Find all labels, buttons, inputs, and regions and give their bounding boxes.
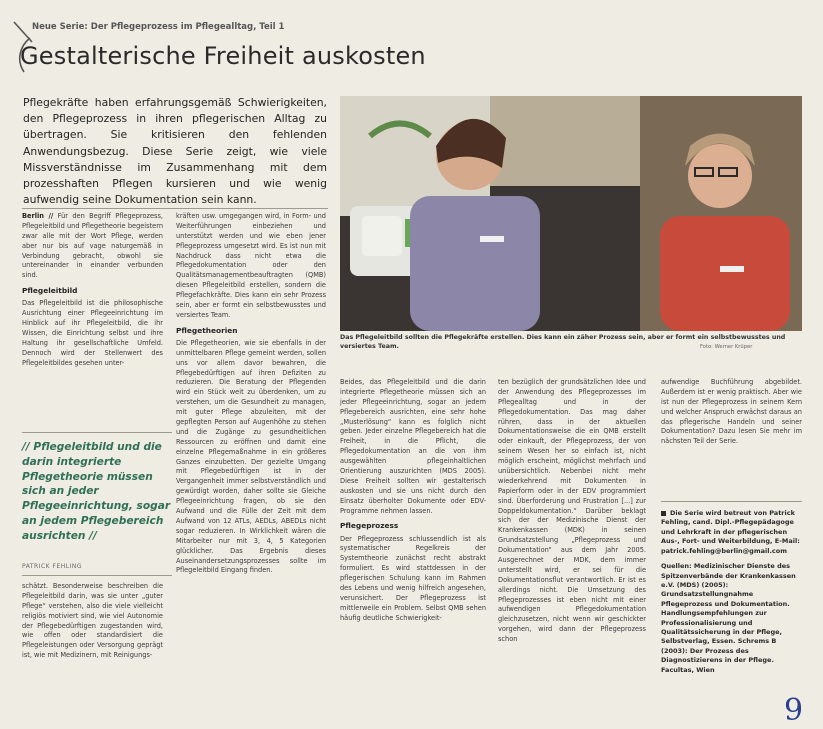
column-1-bottom [22,582,163,664]
paragraph-col1-bottom: schätzt. Besonderweise beschreiben die Pflegeleitbild darin, was sie unter „guter Pflege“ verstehen, also die viele vielleicht religiös motiviert sind, wie viel Autonomie der Pflegebedürftigen zugestanden wird, wie offen oder standardisiert die Pflegeleistungen oder Versorgung geprägt ist, wie mit Medizinern, mit Reinigungs- [22,582,163,660]
paragraph-col4: ten bezüglich der grundsätzlichen Idee und der Anwendung des Pflegeprozesses im Pflegealltag und in der Pflegedokumentation. Das mag daher rühren, dass in der aktuellen Dokumentationsweise die ein QMB erstellt oder einkauft, der Pflegeprozess, der von seinem Wesen her so einfach ist, nicht möglich erscheint, möglichst mehrfach und unübersichtlich. Nebenbei nicht mehr wiederkehrend mit Dokumenten in Papierform oder in der EDV programmiert sind. Überforderung und Frustration [...] zur Doppeldokumentation.“ Darüber beklagt sich der der Medizinische Dienst der Krankenkassen (MDK) in seinen Grundsatzstellung „Pflegeprozess und Dokumentation“ aus dem Jahr 2005. Ausgerechnet der MDK, dem immer unterstellt wird, er sei für die Dokumentationsflut verantwortlich. Er ist es allerdings nicht. Die Umsetzung des Pflegeprozesses ist eben nicht mit einer aufwendigen Pflegedokumentation gleichzusetzen, nicht wenn wir geschickter vorgehen, wird dann der Pflegeprozess schon [498,378,646,644]
paragraph-pflegetheorien: Die Pflegetheorien, wie sie ebenfalls in der unmittelbaren Pflege gemeint werden, sollen uns vor allem davor bewahren, die Pflegebedürftigen auf ihren Defiziten zu reduzieren. Die Beratung der Pflegenden wird ein Stück weit zu überdenken, um zu verstehen, um die Gesundheit zu managen, mit guter Pflege abzuleiten, mit der gepflegten Person auf Augenhöhe zu stehen und die Zugänge zu gesundheitlichen Ressourcen zu eröffnen und damit eine einzelne Pflegemaßnahme in ein größeres Ganzes einzubetten. Der gezielte Umgang mit Pflegebedürftigen ist in der Vergangenheit immer selbstverständlich und gewürdigt worden, daher sollte sie Gleiche Pflegeeinrichtung fragen, ob sie den Aufwand und die Fülle der Zeit mit dem Aufwand von 12 ATLs, AEDLs, ABEDLs nicht sogar reduzieren. In Wirklichkeit wären die Mitarbeiter nur mit 3, 4, 5 Kategorien glücklicher. Das Ergebnis dieses Auseinandersetzungsprozesses sollte im Pflegeleitbild Eingang finden. [176,338,326,575]
intro-paragraph [22,212,163,281]
quote-rule-top [22,432,172,433]
series-kicker: Neue Serie: Der Pflegeprozess im Pflegealltag, Teil 1 [32,22,285,32]
photo-nurses-illustration [340,96,802,331]
intro-text: Für den Begriff Pflegeprozess, Pflegeleitbild und Pflegetheorie begeistern zwar alle mit der Wort Pflege, werden aber nur bis auf vage naturgemäß in Verbindung gebracht, obwohl sie untereinander in einander verbunden sind. [22,212,163,280]
paragraph-pflegeprozess: Der Pflegeprozess schlussendlich ist als systematischer Regelkreis der Systemtheorie zunächst recht abstrakt formuliert. Es wird stattdessen in der pflegerischen Schulung kann im Rahmen des Lebens und wenig hilfreich angesehen, verunsichert. Der Pflegeprozess ist mittlerweile ein Problem. Selbst QMB sehen häufig deutliche Schwierigkeit- [340,534,486,622]
info-box [661,509,801,681]
heading-pflegeprozess: Pflegeprozess [340,521,399,531]
column-1 [22,212,163,372]
heading-pflegetheorien: Pflegetheorien [176,325,238,335]
column-4 [498,378,646,648]
paragraph-pflegeleitbild: Das Pflegeleitbild ist die philosophische Ausrichtung einer Pflegeeinrichtung im Hinblick auf ihr Pflegeleitbild, die ihr Wissen, die Einrichtung selbst und ihre Haltung ihr gesellschaftliche Umfeld. Dennoch wird der Stellenwert des Pflegeleitbildes gesehen unter- [22,299,163,367]
photo-credit: Foto: Werner Krüper [700,344,753,350]
pull-quote-author: PATRICK FEHLING [22,563,83,570]
paragraph-col5-top: aufwendige Buchführung abgebildet. Außerdem ist er wenig praktisch. Aber wie ist nun der Pflegeprozess in seinem Kern und welcher Anspruch erwächst daraus an das pflegerische Handeln und seiner Dokumentation? Dazu lesen Sie mehr im nächsten Teil der Serie. [661,378,802,446]
heading-pflegeleitbild: Pflegeleitbild [22,286,78,296]
handwritten-page-number [780,690,808,726]
column-5 [661,378,802,450]
paragraph-col2-top: kräften usw. umgegangen wird, in Form- und Weiterführungen einbeziehen und unterstützt werden und wie eben jener Pflegeprozess umgesetzt wird. Es ist nun mit Nachdruck dass nicht etwa die Pflegedokumentation oder den Qualitätsmanagementbeauftragten (QMB) diesen Pflegeleitbild erstellen, sondern die Pflegefachkräfte. Dies kann ein sehr Prozess sein, aber er formt ein selbstbewusstes und versiertes Team. [176,212,326,319]
lead-divider [22,208,328,209]
page-number-text: 9 [784,693,804,726]
column-3 [340,378,486,627]
headline: Gestalterische Freiheit auskosten [20,42,426,70]
info-series-author [661,509,801,556]
article-photo [340,96,802,331]
info-sources: Quellen: Medizinischer Dienste des Spitzenverbände der Krankenkassen e.V. (MDS) (2005): Grundsatzstellungnahme Pflegeprozess und Dokumentation. Handlungsempfehlungen zur Professionalisierung und Qualitätssicherung in der Pflege, Selbstverlag, Essen. Schrems B (2003): Der Prozess des Diagnostizierens in der Pflege. Facultas, Wien [661,562,796,674]
dateline: Berlin // [22,212,54,220]
bullet-square-icon [661,511,666,516]
quote-rule-bottom [22,575,172,576]
paragraph-col3-top: Beides, das Pflegeleitbild und die darin integrierte Pflegetheorie müssen sich an jeder Pflegeeinrichtung, sogar an jedem Pflegebereich ausrichten, eine sehr hohe „Musterlösung“ kann es folglich nicht geben. Jeder einzelne Pflegebereich hat die Freiheit, in die Pflicht, die Pflegedokumentation an die von ihm ausgewählten pflegeinhaltlichen Orientierung auszurichten (MDS 2005). Diese Freiheit sollten wir gestalterisch auskosten und sie uns nicht durch den Einsatz überholter Dokumente oder EDV-Programme nehmen lassen. [340,378,486,515]
column-2 [176,212,326,579]
pull-quote: // Pflegeleitbild und die darin integrierte Pflegetheorie müssen sich an jeder Pflegeeinrichtung, sogar an jedem Pflegebereich ausrichten // [22,441,171,542]
info-box-rule [661,501,802,502]
lead-paragraph: Pflegekräfte haben erfahrungsgemäß Schwierigkeiten, den Pflegeprozess in ihren pflegerischen Alltag zu übertragen. Sie kritisieren den fehlenden Anwendungsbezug. Diese Serie zeigt, wie viele Missverständnisse im Zusammenhang mit dem prozesshaften Pflegen kursieren und wie wenig aufwendig seine Dokumentation sein kann. [23,96,327,207]
info-series-author-text: Die Serie wird betreut von Patrick Fehling, cand. Dipl.-Pflegepädagoge und Lehrkraft in der pflegerischen Aus-, Fort- und Weiterbildung, E-Mail: patrick.fehling@berlin@gmail.com [661,509,800,555]
photo-caption: Das Pflegeleitbild sollten die Pflegekräfte erstellen. Dies kann ein zäher Prozess sein, aber er formt ein selbstbewusstes und versiertes Team. [340,334,786,350]
